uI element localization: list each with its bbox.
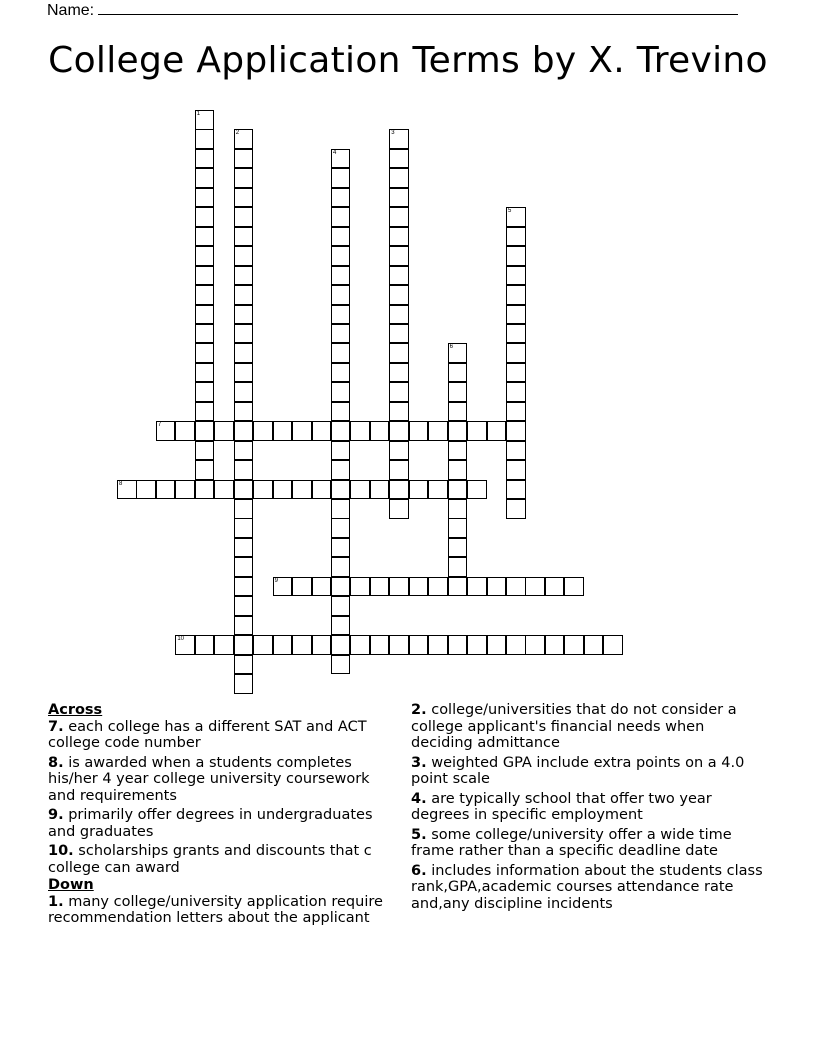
- crossword-cell[interactable]: [273, 421, 293, 441]
- crossword-cell[interactable]: [506, 460, 526, 480]
- clue-text: college/universities that do not consider a college applicant's financial needs when deciding admittance: [411, 702, 737, 751]
- crossword-cell[interactable]: [409, 480, 429, 500]
- crossword-cell[interactable]: [195, 110, 215, 130]
- crossword-cell[interactable]: [506, 285, 526, 305]
- crossword-cell[interactable]: [195, 324, 215, 344]
- crossword-cell[interactable]: [234, 499, 254, 519]
- crossword-cell[interactable]: [448, 480, 468, 500]
- crossword-cell[interactable]: [234, 421, 254, 441]
- crossword-cell[interactable]: [506, 382, 526, 402]
- crossword-cell[interactable]: [156, 421, 176, 441]
- crossword-cell[interactable]: [234, 227, 254, 247]
- crossword-cell[interactable]: [545, 635, 565, 655]
- crossword-cell[interactable]: [292, 421, 312, 441]
- clue-down-1: [48, 894, 398, 927]
- crossword-cell[interactable]: [331, 168, 351, 188]
- crossword-cell[interactable]: [487, 577, 507, 597]
- crossword-cell[interactable]: [195, 168, 215, 188]
- crossword-cell[interactable]: [389, 343, 409, 363]
- clue-number: 7.: [48, 718, 64, 735]
- crossword-cell[interactable]: [389, 227, 409, 247]
- crossword-cell[interactable]: [331, 616, 351, 636]
- crossword-cell[interactable]: [506, 402, 526, 422]
- crossword-cell[interactable]: [331, 480, 351, 500]
- crossword-cell[interactable]: [389, 285, 409, 305]
- clue-text: each college has a different SAT and ACT college code number: [48, 718, 367, 751]
- crossword-cell[interactable]: [506, 266, 526, 286]
- crossword-cell[interactable]: [195, 402, 215, 422]
- crossword-cell[interactable]: [448, 557, 468, 577]
- crossword-cell[interactable]: [331, 227, 351, 247]
- crossword-cell[interactable]: [448, 538, 468, 558]
- clue-number: 4.: [411, 790, 427, 807]
- crossword-cell[interactable]: [331, 285, 351, 305]
- crossword-cell[interactable]: [389, 188, 409, 208]
- crossword-cell[interactable]: [234, 285, 254, 305]
- crossword-cell[interactable]: [312, 635, 332, 655]
- crossword-cell[interactable]: [136, 480, 156, 500]
- crossword-cell[interactable]: [331, 635, 351, 655]
- crossword-cell[interactable]: [331, 460, 351, 480]
- crossword-cell[interactable]: [234, 324, 254, 344]
- crossword-cell[interactable]: [389, 363, 409, 383]
- crossword-cell[interactable]: [234, 655, 254, 675]
- crossword-cell[interactable]: [506, 324, 526, 344]
- crossword-cell[interactable]: [389, 402, 409, 422]
- crossword-cell[interactable]: [175, 480, 195, 500]
- crossword-cell[interactable]: [389, 246, 409, 266]
- crossword-cell[interactable]: [234, 596, 254, 616]
- crossword-cell[interactable]: [506, 207, 526, 227]
- crossword-cell[interactable]: [448, 421, 468, 441]
- crossword-cell[interactable]: [389, 168, 409, 188]
- crossword-cell[interactable]: [331, 421, 351, 441]
- clue-number: 3.: [411, 754, 427, 771]
- crossword-cell[interactable]: [564, 635, 584, 655]
- clue-across-8: [48, 755, 398, 805]
- crossword-cell[interactable]: [467, 577, 487, 597]
- crossword-cell[interactable]: [117, 480, 137, 500]
- crossword-cell[interactable]: [312, 421, 332, 441]
- crossword-cell[interactable]: [312, 577, 332, 597]
- crossword-cell[interactable]: [195, 480, 215, 500]
- crossword-cell[interactable]: [195, 635, 215, 655]
- crossword-cell[interactable]: [448, 402, 468, 422]
- crossword-cell[interactable]: [467, 480, 487, 500]
- crossword-cell[interactable]: [273, 577, 293, 597]
- crossword-cell[interactable]: [506, 363, 526, 383]
- clue-down-3: [411, 755, 766, 788]
- crossword-cell[interactable]: [487, 421, 507, 441]
- crossword-cell[interactable]: [195, 246, 215, 266]
- clue-number: 1.: [48, 893, 64, 910]
- clue-number: 10.: [48, 843, 74, 859]
- crossword-cell[interactable]: [506, 227, 526, 247]
- clue-down-5: [411, 827, 766, 860]
- crossword-cell[interactable]: [409, 635, 429, 655]
- crossword-cell[interactable]: [253, 480, 273, 500]
- page-title: College Application Terms by X. Trevino: [48, 40, 768, 81]
- crossword-cell[interactable]: [214, 480, 234, 500]
- crossword-cell[interactable]: [331, 382, 351, 402]
- clue-number: 5.: [411, 826, 427, 843]
- crossword-cell[interactable]: [234, 402, 254, 422]
- crossword-cell[interactable]: [370, 480, 390, 500]
- crossword-cell[interactable]: [350, 577, 370, 597]
- crossword-cell[interactable]: [564, 577, 584, 597]
- clue-text: weighted GPA include extra points on a 4.0 point scale: [411, 754, 745, 787]
- crossword-cell[interactable]: [234, 382, 254, 402]
- crossword-cell[interactable]: [448, 441, 468, 461]
- crossword-cell[interactable]: [195, 305, 215, 325]
- crossword-cell[interactable]: [234, 635, 254, 655]
- cell-number: 5: [508, 208, 512, 215]
- crossword-cell[interactable]: [195, 421, 215, 441]
- crossword-cell[interactable]: [584, 635, 604, 655]
- crossword-cell[interactable]: [389, 266, 409, 286]
- crossword-cell[interactable]: [506, 305, 526, 325]
- crossword-cell[interactable]: [448, 518, 468, 538]
- crossword-cell[interactable]: [409, 577, 429, 597]
- crossword-cell[interactable]: [428, 480, 448, 500]
- crossword-cell[interactable]: [448, 460, 468, 480]
- cell-number: 3: [391, 130, 395, 137]
- crossword-cell[interactable]: [234, 616, 254, 636]
- clue-text: includes information about the students class rank,GPA,academic courses attendance rate and,any discipline incidents: [411, 862, 763, 912]
- clue-number: 6.: [411, 862, 427, 879]
- crossword-cell[interactable]: [506, 480, 526, 500]
- crossword-cell[interactable]: [525, 577, 545, 597]
- clue-number: 8.: [48, 754, 64, 771]
- crossword-cell[interactable]: [506, 635, 526, 655]
- crossword-cell[interactable]: [195, 343, 215, 363]
- crossword-cell[interactable]: [195, 363, 215, 383]
- crossword-cell[interactable]: [331, 557, 351, 577]
- crossword-cell[interactable]: [409, 421, 429, 441]
- crossword-cell[interactable]: [253, 421, 273, 441]
- crossword-cell[interactable]: [389, 635, 409, 655]
- crossword-cell[interactable]: [195, 188, 215, 208]
- crossword-cell[interactable]: [253, 635, 273, 655]
- crossword-cell[interactable]: [389, 305, 409, 325]
- crossword-cell[interactable]: [389, 460, 409, 480]
- crossword-cell[interactable]: [292, 480, 312, 500]
- clue-text: many college/university application require recommendation letters about the applicant: [48, 893, 383, 926]
- crossword-cell[interactable]: [195, 441, 215, 461]
- crossword-cell[interactable]: [506, 499, 526, 519]
- crossword-cell[interactable]: [234, 168, 254, 188]
- crossword-cell[interactable]: [331, 577, 351, 597]
- crossword-cell[interactable]: [370, 421, 390, 441]
- crossword-cell[interactable]: [195, 207, 215, 227]
- crossword-cell[interactable]: [389, 421, 409, 441]
- crossword-cell[interactable]: [350, 635, 370, 655]
- crossword-cell[interactable]: [175, 421, 195, 441]
- crossword-cell[interactable]: [331, 538, 351, 558]
- crossword-cell[interactable]: [156, 480, 176, 500]
- clue-text: are typically school that offer two year degrees in specific employment: [411, 790, 712, 823]
- crossword-cell[interactable]: [234, 149, 254, 169]
- cell-number: 4: [332, 149, 337, 156]
- crossword-cell[interactable]: [234, 246, 254, 266]
- crossword-cell[interactable]: [389, 149, 409, 169]
- crossword-cell[interactable]: [389, 499, 409, 519]
- crossword-cell[interactable]: [428, 577, 448, 597]
- crossword-cell[interactable]: [195, 285, 215, 305]
- clue-text: primarily offer degrees in undergraduates and graduates: [48, 807, 373, 840]
- across-heading: Across: [48, 702, 103, 718]
- cell-number: 7: [157, 422, 162, 429]
- crossword-cell[interactable]: [234, 441, 254, 461]
- crossword-cell[interactable]: [428, 635, 448, 655]
- crossword-cell[interactable]: [389, 577, 409, 597]
- crossword-cell[interactable]: [195, 149, 215, 169]
- crossword-cell[interactable]: [389, 382, 409, 402]
- crossword-cell[interactable]: [331, 441, 351, 461]
- crossword-cell[interactable]: [350, 421, 370, 441]
- crossword-cell[interactable]: [448, 343, 468, 363]
- crossword-cell[interactable]: [312, 480, 332, 500]
- crossword-cell[interactable]: [292, 577, 312, 597]
- clue-down-6: [411, 863, 766, 913]
- clue-text: some college/university offer a wide time frame rather than a specific deadline date: [411, 826, 732, 859]
- crossword-cell[interactable]: [603, 635, 623, 655]
- crossword-cell[interactable]: [389, 480, 409, 500]
- crossword-cell[interactable]: [234, 266, 254, 286]
- crossword-cell[interactable]: [350, 480, 370, 500]
- cell-number: 2: [235, 130, 240, 137]
- crossword-cell[interactable]: [448, 363, 468, 383]
- crossword-cell[interactable]: [234, 343, 254, 363]
- crossword-cell[interactable]: [195, 129, 215, 149]
- crossword-cell[interactable]: [331, 324, 351, 344]
- crossword-cell[interactable]: [234, 577, 254, 597]
- name-label: Name:: [47, 2, 95, 19]
- crossword-cell[interactable]: [234, 557, 254, 577]
- crossword-cell[interactable]: [195, 266, 215, 286]
- crossword-cell[interactable]: [487, 635, 507, 655]
- crossword-cell[interactable]: [195, 382, 215, 402]
- crossword-cell[interactable]: [331, 343, 351, 363]
- crossword-cell[interactable]: [234, 480, 254, 500]
- cell-number: 1: [196, 111, 201, 117]
- crossword-cell[interactable]: [448, 382, 468, 402]
- crossword-cell[interactable]: [331, 518, 351, 538]
- crossword-cell[interactable]: [234, 305, 254, 325]
- crossword-cell[interactable]: [234, 363, 254, 383]
- crossword-cell[interactable]: [234, 460, 254, 480]
- cell-number: 8: [119, 480, 123, 487]
- crossword-cell[interactable]: [331, 188, 351, 208]
- crossword-cell[interactable]: [273, 635, 293, 655]
- crossword-cell[interactable]: [234, 188, 254, 208]
- clue-number: 2.: [411, 702, 427, 718]
- crossword-cell[interactable]: [331, 655, 351, 675]
- crossword-cell[interactable]: [370, 577, 390, 597]
- crossword-cell[interactable]: [428, 421, 448, 441]
- crossword-cell[interactable]: [506, 343, 526, 363]
- crossword-cell[interactable]: [234, 518, 254, 538]
- crossword-cell[interactable]: [331, 402, 351, 422]
- clue-text: is awarded when a students completes his/her 4 year college university coursework and requirements: [48, 754, 370, 804]
- crossword-cell[interactable]: [545, 577, 565, 597]
- crossword-cell[interactable]: [234, 538, 254, 558]
- crossword-cell[interactable]: [195, 227, 215, 247]
- crossword-cell[interactable]: [467, 421, 487, 441]
- crossword-cell[interactable]: [525, 635, 545, 655]
- crossword-cell[interactable]: [175, 635, 195, 655]
- crossword-cell[interactable]: [331, 499, 351, 519]
- crossword-cell[interactable]: [234, 674, 254, 694]
- crossword-cell[interactable]: [214, 421, 234, 441]
- crossword-cell[interactable]: [214, 635, 234, 655]
- crossword-cell[interactable]: [506, 246, 526, 266]
- crossword-cell[interactable]: [331, 596, 351, 616]
- crossword-cell[interactable]: [234, 129, 254, 149]
- crossword-cell[interactable]: [331, 149, 351, 169]
- down-heading: Down: [48, 877, 94, 893]
- crossword-cell[interactable]: [467, 635, 487, 655]
- crossword-cell[interactable]: [448, 577, 468, 597]
- crossword-cell[interactable]: [370, 635, 390, 655]
- crossword-cell[interactable]: [331, 246, 351, 266]
- crossword-cell[interactable]: [389, 324, 409, 344]
- crossword-cell[interactable]: [389, 129, 409, 149]
- crossword-cell[interactable]: [448, 635, 468, 655]
- crossword-cell[interactable]: [389, 441, 409, 461]
- clue-across-9: [48, 807, 398, 840]
- cell-number: 9: [274, 577, 278, 584]
- crossword-cell[interactable]: [448, 499, 468, 519]
- clue-across-7: [48, 719, 398, 752]
- crossword-cell[interactable]: [506, 577, 526, 597]
- crossword-cell[interactable]: [292, 635, 312, 655]
- clue-down-4: [411, 791, 766, 824]
- clues-left-column: [48, 702, 398, 930]
- crossword-cell[interactable]: [331, 363, 351, 383]
- crossword-cell[interactable]: [331, 266, 351, 286]
- clue-across-10: [48, 843, 398, 876]
- crossword-cell[interactable]: [389, 207, 409, 227]
- clue-down-2: [411, 702, 766, 752]
- crossword-cell[interactable]: [331, 305, 351, 325]
- crossword-cell[interactable]: [234, 207, 254, 227]
- crossword-cell[interactable]: [195, 460, 215, 480]
- clues-right-column: [411, 702, 766, 915]
- clue-text: scholarships grants and discounts that c college can award: [48, 843, 372, 876]
- crossword-cell[interactable]: [273, 480, 293, 500]
- crossword-cell[interactable]: [506, 421, 526, 441]
- cell-number: 6: [449, 344, 453, 351]
- crossword-cell[interactable]: [331, 207, 351, 227]
- clue-number: 9.: [48, 807, 64, 823]
- crossword-cell[interactable]: [506, 441, 526, 461]
- cell-number: 10: [177, 636, 185, 643]
